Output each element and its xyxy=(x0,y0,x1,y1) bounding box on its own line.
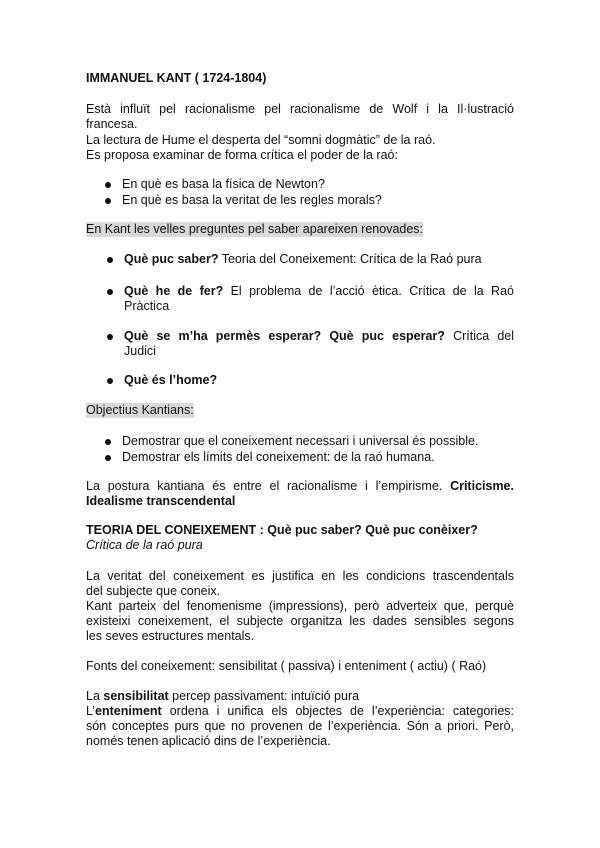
bullet-icon xyxy=(105,455,111,461)
paragraph-line: existeixi coneixement, el subjecte organitza les dades sensibles segons xyxy=(86,614,514,628)
intro-line-3: La lectura de Hume el desperta del “somni dogmàtic” de la raó. xyxy=(86,133,436,147)
highlighted-heading-1: En Kant les velles preguntes pel saber apareixen renovades: xyxy=(86,222,424,236)
paragraph-line: són conceptes purs que no provenen de l’experiència. Són a priori. Però, xyxy=(86,719,514,733)
kant-question-4: Què és l’home? xyxy=(124,373,218,387)
paragraph-line: només tenen aplicació dins de l’experiència. xyxy=(86,734,331,748)
section-heading: TEORIA DEL CONEIXEMENT : Què puc saber? Què puc conèixer? xyxy=(86,523,478,537)
kant-question-3: Què se m’ha permès esperar? Què puc esperar? Crítica del xyxy=(124,329,514,343)
bullet-icon xyxy=(105,182,111,188)
kant-question-2-cont: Pràctica xyxy=(124,299,170,313)
postura-line-2: Idealisme transcendental xyxy=(86,494,236,508)
bullet-icon xyxy=(107,257,113,263)
list-item: Demostrar que el coneixement necessari i universal és possible. xyxy=(122,434,479,448)
kant-question-3-cont: Judici xyxy=(124,344,156,358)
enteniment-line: L’enteniment ordena i unifica els objectes de l’experiència: categories: xyxy=(86,704,514,718)
list-item: Demostrar els límits del coneixement: de la raó humana. xyxy=(122,450,435,464)
list-item: En què es basa la veritat de les regles morals? xyxy=(122,193,382,207)
fonts-line: Fonts del coneixement: sensibilitat ( passiva) i enteniment ( actiu) ( Raó) xyxy=(86,659,487,673)
page-title: IMMANUEL KANT ( 1724-1804) xyxy=(86,71,267,85)
paragraph-line: Kant parteix del fenomenisme (impressions), però adverteix que, perquè xyxy=(86,599,514,613)
paragraph-line: La veritat del coneixement es justifica en les condicions trascendentals xyxy=(86,569,514,583)
intro-line-2: francesa. xyxy=(86,117,138,131)
kant-question-1: Què puc saber? Teoria del Coneixement: Crítica de la Raó pura xyxy=(124,252,482,266)
intro-line-4: Es proposa examinar de forma crítica el poder de la raó: xyxy=(86,148,398,162)
kant-question-2: Què he de fer? El problema de l’acció ètica. Crítica de la Raó xyxy=(124,284,514,298)
bullet-icon xyxy=(105,439,111,445)
highlighted-heading-2: Objectius Kantians: xyxy=(86,403,194,417)
bullet-icon xyxy=(107,289,113,295)
postura-line-1: La postura kantiana és entre el racionalisme i l’empirisme. Criticisme. xyxy=(86,479,514,493)
list-item: En què es basa la física de Newton? xyxy=(122,177,325,191)
bullet-icon xyxy=(105,198,111,204)
paragraph-line: del subjecte que coneix. xyxy=(86,584,221,598)
section-subheading: Crítica de la raó pura xyxy=(86,538,203,552)
paragraph-line: les seves estructures mentals. xyxy=(86,629,255,643)
intro-line-1: Està influït pel racionalisme pel racionalisme de Wolf i la Il·lustració xyxy=(86,102,514,116)
sensibilitat-line: La sensibilitat percep passivament: intuïció pura xyxy=(86,689,360,703)
bullet-icon xyxy=(107,334,113,340)
bullet-icon xyxy=(107,378,113,384)
